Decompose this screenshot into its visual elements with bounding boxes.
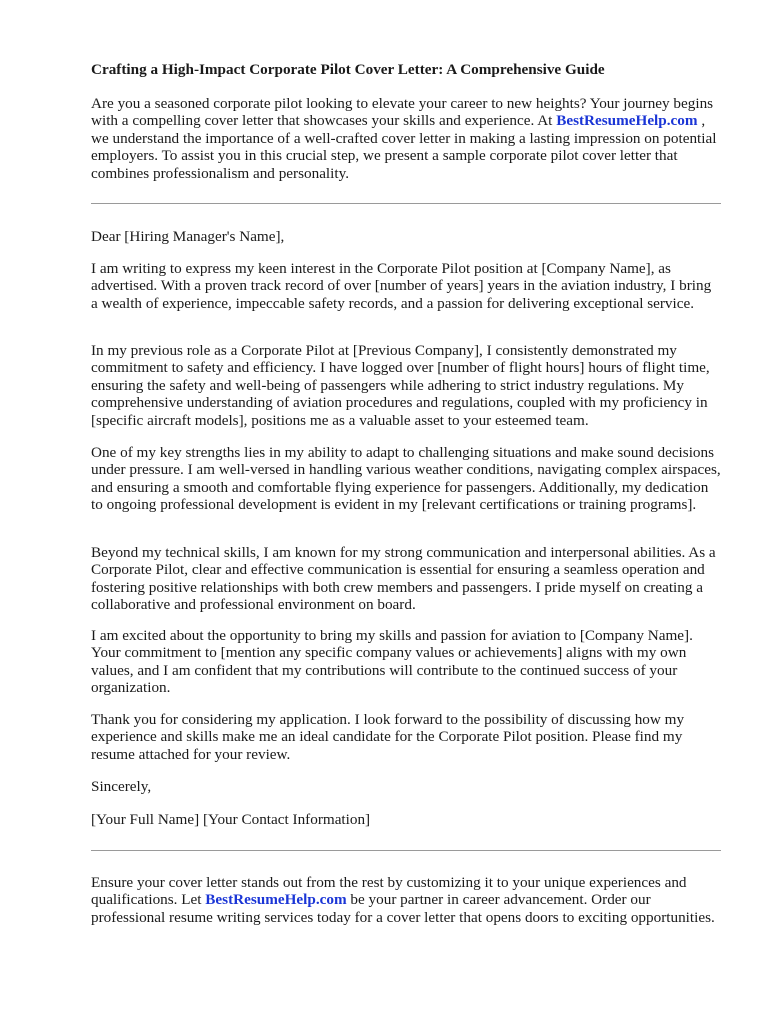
letter-paragraph-5: I am excited about the opportunity to bring my skills and passion for aviation to [Company Name]. Your commitment to [mention any specific company values or achievements] aligns with my own values, and I am confident that my contributions will contribute to the continued success of your organization. <box>91 627 693 697</box>
divider-bottom <box>91 850 721 851</box>
intro-link-bestresumehelp[interactable]: BestResumeHelp.com <box>556 112 698 130</box>
outro-text-before: Ensure your cover letter stands out from the rest by customizing it to your unique experiences and qualifications. Let <box>91 874 687 909</box>
intro-text-before: Are you a seasoned corporate pilot looking to elevate your career to new heights? Your journey begins with a compelling cover letter that showcases your skills and experience. At <box>91 95 714 130</box>
outro-text-after: be your partner in career advancement. Order our professional resume writing services today for a cover letter that opens doors to exciting opportunities. <box>91 891 715 926</box>
intro-text-after: , we understand the importance of a well-crafted cover letter in making a lasting impression on potential employers. To assist you in this crucial step, we present a sample corporate pilot cover letter that combines professionalism and personality. <box>91 112 717 182</box>
letter-signature: [Your Full Name] [Your Contact Information] <box>91 811 371 828</box>
divider-top <box>91 203 721 204</box>
letter-paragraph-4: Beyond my technical skills, I am known for my strong communication and interpersonal abilities. As a Corporate Pilot, clear and effective communication is essential for ensuring a seamless operation and fostering positive relationships with both crew members and passengers. I pride myself on creating a collaborative and professional environment on board. <box>91 544 716 614</box>
outro-paragraph <box>91 874 721 926</box>
letter-paragraph-2: In my previous role as a Corporate Pilot at [Previous Company], I consistently demonstrated my commitment to safety and efficiency. I have logged over [number of flight hours] hours of flight time, ensuring the safety and well-being of passengers while adhering to strict industry regulations. My comprehensive understanding of aviation procedures and regulations, coupled with my proficiency in [specific aircraft models], positions me as a valuable asset to your esteemed team. <box>91 342 710 429</box>
letter-paragraph-3: One of my key strengths lies in my ability to adapt to challenging situations and make sound decisions under pressure. I am well-versed in handling various weather conditions, navigating complex airspaces, and ensuring a smooth and comfortable flying experience for passengers. Additionally, my dedication to ongoing professional development is evident in my [relevant certifications or training programs]. <box>91 444 721 514</box>
letter-paragraph-1: I am writing to express my keen interest in the Corporate Pilot position at [Company Name], as advertised. With a proven track record of over [number of years] years in the aviation industry, I bring a wealth of experience, impeccable safety records, and a passion for delivering exceptional service. <box>91 260 712 312</box>
letter-paragraph-6: Thank you for considering my application. I look forward to the possibility of discussing how my experience and skills make me an ideal candidate for the Corporate Pilot position. Please find my resume attached for your review. <box>91 711 685 763</box>
page-title: Crafting a High-Impact Corporate Pilot Cover Letter: A Comprehensive Guide <box>91 61 605 78</box>
intro-paragraph <box>91 95 721 182</box>
outro-link-bestresumehelp[interactable]: BestResumeHelp.com <box>205 891 347 909</box>
letter-closing: Sincerely, <box>91 778 152 795</box>
letter-salutation: Dear [Hiring Manager's Name], <box>91 228 285 245</box>
